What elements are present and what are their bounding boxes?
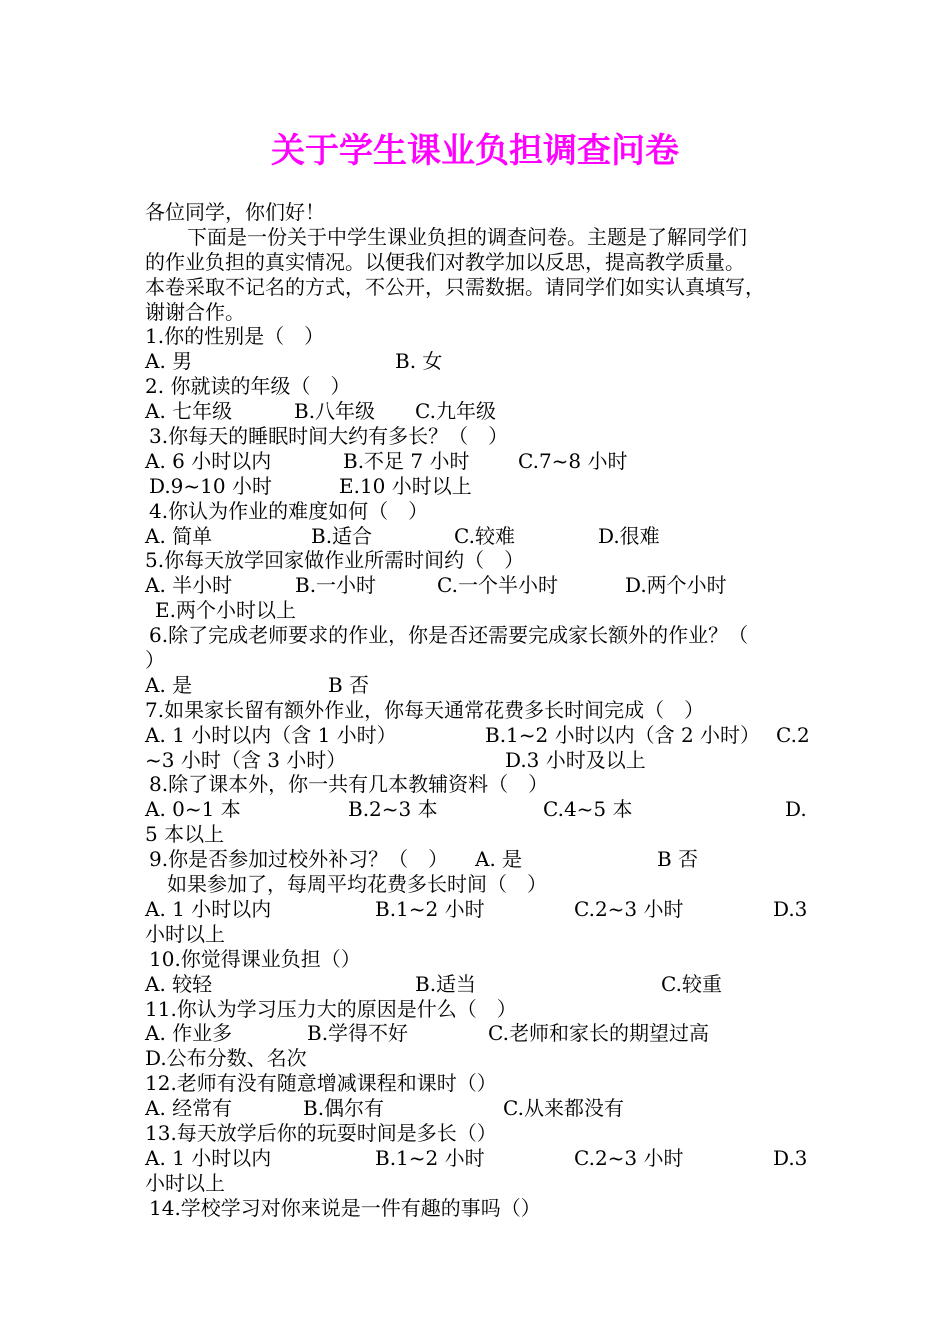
option[interactable]: A. 6 小时以内 (145, 448, 272, 473)
option[interactable]: C.一个半小时 (437, 573, 558, 598)
question-2 (145, 374, 810, 399)
option[interactable]: E.10 小时以上 (339, 473, 472, 498)
option[interactable]: D.3 (773, 1145, 808, 1170)
question-13 (145, 1121, 810, 1146)
question-5 (145, 548, 810, 573)
option[interactable]: C.较重 (661, 971, 722, 996)
question-text: 12.老师有没有随意增减课程和课时（） (145, 1071, 497, 1096)
question-12 (145, 1071, 810, 1096)
question-1 (145, 324, 810, 349)
option[interactable]: C.7~8 小时 (518, 448, 628, 473)
intro-text: 的作业负担的真实情况。以便我们对教学加以反思，提高教学质量。 (145, 249, 745, 274)
intro-text: 下面是一份关于中学生课业负担的调查问卷。主题是了解同学们 (187, 224, 747, 249)
question-13-options (145, 1146, 810, 1171)
option[interactable]: B.1~2 小时以内（含 2 小时） (485, 722, 761, 747)
option[interactable]: B.2~3 本 (348, 797, 438, 822)
option[interactable]: C.较难 (454, 523, 515, 548)
option[interactable]: D.很难 (598, 523, 660, 548)
question-3 (145, 424, 810, 449)
option[interactable]: E.两个小时以上 (155, 598, 296, 623)
question-2-options (145, 399, 810, 424)
option[interactable]: 小时以上 (145, 921, 225, 946)
intro-text: 本卷采取不记名的方式，不公开，只需数据。请同学们如实认真填写， (145, 274, 765, 299)
option[interactable]: B.1~2 小时 (375, 1145, 485, 1170)
option[interactable]: B.1~2 小时 (375, 896, 485, 921)
option[interactable]: C.2 (776, 722, 810, 747)
question-1-options (145, 349, 810, 374)
question-9 (145, 847, 810, 872)
question-text: 7.如果家长留有额外作业，你每天通常花费多长时间完成（ ） (145, 697, 705, 722)
option[interactable]: B.不足 7 小时 (343, 448, 470, 473)
greeting: 各位同学，你们好！ (145, 200, 325, 224)
greeting-line (145, 200, 810, 225)
question-text: 2. 你就读的年级（ ） (145, 374, 351, 399)
question-text: 8.除了课本外，你一共有几本教辅资料（ ） (149, 772, 549, 797)
question-4-options (145, 524, 810, 549)
question-text: 4.你认为作业的难度如何（ ） (149, 498, 429, 523)
option[interactable]: C.从来都没有 (503, 1096, 624, 1121)
option[interactable]: B.一小时 (295, 573, 377, 598)
question-7-options (145, 748, 810, 773)
question-11-options (145, 1021, 810, 1046)
option[interactable]: D.公布分数、名次 (145, 1046, 307, 1071)
question-14 (145, 1196, 810, 1221)
option[interactable]: B 否 (657, 847, 699, 872)
option[interactable]: D.3 小时及以上 (505, 747, 646, 772)
question-text: 10.你觉得课业负担（） (149, 946, 361, 971)
option[interactable]: B. 女 (395, 349, 443, 374)
option[interactable]: D.9~10 小时 (149, 473, 272, 498)
option[interactable]: A. 经常有 (145, 1096, 233, 1121)
question-text: 11.你认为学习压力大的原因是什么（ ） (145, 996, 517, 1021)
intro-text: 谢谢合作。 (145, 299, 245, 324)
option[interactable]: A. 0~1 本 (145, 797, 241, 822)
question-8-options (145, 822, 810, 847)
question-10-options (145, 972, 810, 997)
question-9-sub-options (145, 922, 810, 947)
question-3-options (145, 449, 810, 474)
option[interactable]: B.偶尔有 (303, 1096, 385, 1121)
option[interactable]: B.适合 (311, 523, 373, 548)
option[interactable]: A. 男 (145, 349, 193, 374)
question-6 (145, 648, 810, 673)
question-text: 9.你是否参加过校外补习？（ ） (149, 847, 449, 872)
question-6-options (145, 673, 810, 698)
question-text: 5.你每天放学回家做作业所需时间约（ ） (145, 548, 525, 573)
question-8-options (145, 797, 810, 822)
option[interactable]: C.2~3 小时 (574, 1145, 684, 1170)
question-11 (145, 997, 810, 1022)
question-10 (145, 947, 810, 972)
option[interactable]: 小时以上 (145, 1170, 225, 1195)
option[interactable]: D.两个小时 (625, 573, 727, 598)
question-text: 14.学校学习对你来说是一件有趣的事吗（） (149, 1195, 541, 1220)
option[interactable]: A. 七年级 (145, 399, 233, 424)
question-5-options (145, 598, 810, 623)
option[interactable]: A. 半小时 (145, 573, 233, 598)
option[interactable]: A. 是 (145, 672, 193, 697)
question-7-options (145, 723, 810, 748)
question-11-options (145, 1046, 810, 1071)
option[interactable]: D.3 (773, 896, 808, 921)
option[interactable]: A. 1 小时以内 (145, 1145, 272, 1170)
question-3-options (145, 474, 810, 499)
intro-line (145, 275, 810, 300)
option[interactable]: A. 1 小时以内 (145, 896, 272, 921)
option[interactable]: A. 1 小时以内（含 1 小时） (145, 722, 397, 747)
option[interactable]: B.八年级 (294, 399, 376, 424)
option[interactable]: A. 较轻 (145, 971, 213, 996)
intro-line (145, 300, 810, 325)
question-text: 3.你每天的睡眠时间大约有多长？（ ） (149, 424, 509, 449)
question-9-sub (145, 872, 810, 897)
option[interactable]: B.适当 (415, 971, 477, 996)
option[interactable]: C.4~5 本 (543, 797, 633, 822)
question-4 (145, 499, 810, 524)
question-12-options (145, 1096, 810, 1121)
option[interactable]: C.九年级 (415, 399, 496, 424)
option[interactable]: A. 简单 (145, 523, 213, 548)
option[interactable]: A. 是 (475, 847, 523, 872)
intro-line (145, 225, 810, 250)
question-text: 1.你的性别是（ ） (145, 324, 325, 349)
question-text: ） (145, 648, 165, 673)
option[interactable]: B 否 (328, 672, 370, 697)
question-8 (145, 772, 810, 797)
option[interactable]: 5 本以上 (145, 822, 225, 847)
option[interactable]: B.学得不好 (307, 1021, 409, 1046)
question-text: 如果参加了，每周平均花费多长时间（ ） (167, 872, 547, 897)
survey-body (145, 200, 810, 1221)
intro-line (145, 250, 810, 275)
option[interactable]: ~3 小时（含 3 小时） (145, 747, 347, 772)
question-9-sub-options (145, 897, 810, 922)
question-text: 13.每天放学后你的玩耍时间是多长（） (145, 1120, 497, 1145)
question-6 (145, 623, 810, 648)
option[interactable]: D. (785, 797, 807, 822)
question-5-options (145, 573, 810, 598)
question-text: 6.除了完成老师要求的作业，你是否还需要完成家长额外的作业？（ (149, 623, 749, 648)
question-13-options (145, 1171, 810, 1196)
survey-title: 关于学生课业负担调查问卷 (271, 131, 679, 171)
option[interactable]: C.2~3 小时 (574, 896, 684, 921)
option[interactable]: C.老师和家长的期望过高 (488, 1021, 709, 1046)
option[interactable]: A. 作业多 (145, 1021, 233, 1046)
question-7 (145, 698, 810, 723)
